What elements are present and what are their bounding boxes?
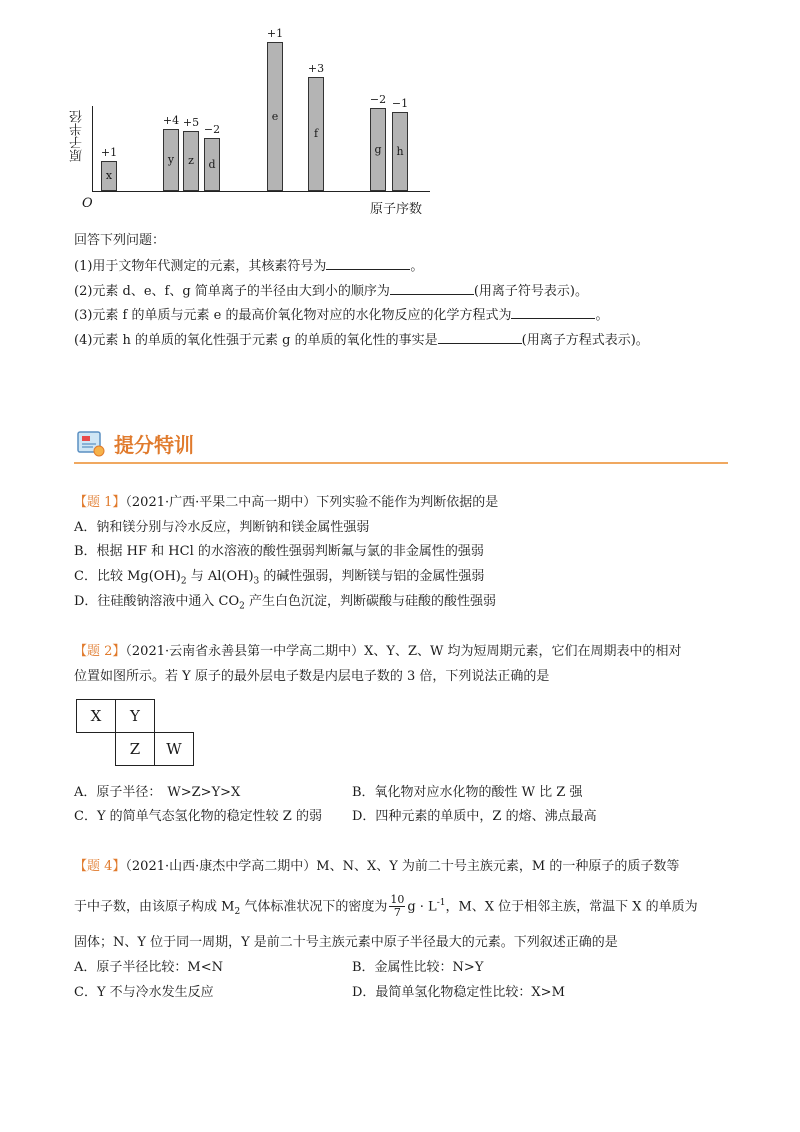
charge-label-z: +5 <box>182 116 200 129</box>
question-4-text: (4)元素 h 的单质的氧化性强于元素 g 的单质的氧化性的事实是 <box>74 333 438 348</box>
problem-4-sub: 2 <box>234 906 241 917</box>
problem-2-option-d[interactable]: D．四种元素的单质中，Z 的熔、沸点最高 <box>352 809 597 824</box>
problem-2-option-a[interactable] <box>74 784 240 802</box>
problem-4-option-c[interactable]: C．Y 不与冷水发生反应 <box>74 985 214 1000</box>
section-divider <box>74 462 728 464</box>
option-c-sub-1: 2 <box>180 576 187 587</box>
problem-4-text-2c: ，M、X 位于相邻主族，常温下 X 的单质为 <box>445 899 698 915</box>
problem-2-tag: 【题 2】 <box>74 644 126 659</box>
charge-label-x: +1 <box>100 146 118 159</box>
problem-4-stem-2 <box>74 894 698 921</box>
y-axis <box>92 106 93 192</box>
option-c-sub-2: 3 <box>253 576 260 587</box>
option-d-text-1: D．往硅酸钠溶液中通入 CO <box>74 594 240 609</box>
answer-blank-1[interactable] <box>326 257 410 270</box>
question-1-end: 。 <box>410 259 424 274</box>
question-3-end: 。 <box>595 308 609 323</box>
problem-4-text-2b: 气体标准状况下的密度为 <box>240 899 388 915</box>
notebook-icon <box>76 429 106 457</box>
problem-1-option-d[interactable] <box>74 593 496 616</box>
option-d-sub: 2 <box>239 601 245 612</box>
bar-label-d: d <box>208 158 216 171</box>
grid-cell-y: Y <box>115 699 155 733</box>
option-a-text: A．原子半径： <box>74 785 162 800</box>
problem-4-stem-3: 固体；N、Y 位于同一周期，Y 是前二十号主族元素中原子半径最大的元素。下列叙述正确的是 <box>74 935 618 950</box>
bar-label-g: g <box>374 143 382 156</box>
fraction-denominator: 7 <box>393 906 401 920</box>
question-2-text: (2)元素 d、e、f、g 简单离子的半径由大到小的顺序为 <box>74 284 390 299</box>
answer-blank-2[interactable] <box>390 282 474 295</box>
option-c-text-1: C．比较 Mg(OH) <box>74 569 181 584</box>
question-3 <box>74 306 608 325</box>
bar-label-y: y <box>167 153 175 166</box>
density-unit: g · L <box>407 899 437 915</box>
bar-label-z: z <box>188 154 194 167</box>
problem-2-text-1: （2021·云南省永善县第一中学高二期中）X、Y、Z、W 均为短周期元素，它们在周期表中的相对 <box>125 644 682 659</box>
option-c-text-2: 与 Al(OH) <box>186 569 254 584</box>
problem-1-option-c[interactable] <box>74 568 484 591</box>
problem-1-text: （2021·广西·平果二中高一期中）下列实验不能作为判断依据的是 <box>125 495 499 510</box>
problem-1-stem <box>74 494 498 512</box>
problem-1-tag: 【题 1】 <box>74 495 126 510</box>
x-axis-label: 原子序数 <box>370 202 423 217</box>
problem-4-stem-1 <box>74 858 679 876</box>
grid-cell-x: X <box>76 699 116 733</box>
charge-label-f: +3 <box>307 62 325 75</box>
problem-1-option-b[interactable]: B．根据 HF 和 HCl 的水溶液的酸性强弱判断氟与氯的非金属性的强弱 <box>74 544 484 559</box>
problem-2-stem-1 <box>74 643 682 661</box>
y-axis-label: 原子半径 <box>70 110 85 162</box>
answer-blank-3[interactable] <box>511 306 595 319</box>
charge-label-d: −2 <box>203 123 221 136</box>
density-unit-exp: -1 <box>436 898 446 908</box>
problem-2-option-c[interactable]: C．Y 的简单气态氢化物的稳定性较 Z 的弱 <box>74 809 322 824</box>
question-4 <box>74 331 649 350</box>
option-c-text-3: 的碱性强弱，判断镁与铝的金属性强弱 <box>259 569 485 584</box>
question-4-end: (用离子方程式表示)。 <box>521 333 649 348</box>
grid-cell-z: Z <box>115 732 155 766</box>
problem-4-text-2a: 于中子数，由该原子构成 M <box>74 899 235 915</box>
grid-cell-w: W <box>154 732 194 766</box>
questions-intro: 回答下列问题： <box>74 233 166 248</box>
origin-label: O <box>82 196 93 211</box>
section-title: 提分特训 <box>114 433 194 457</box>
problem-4-tag: 【题 4】 <box>74 859 126 874</box>
question-2-end: (用离子符号表示)。 <box>473 284 588 299</box>
question-1 <box>74 257 423 276</box>
x-axis <box>92 191 430 192</box>
problem-4-text-1: （2021·山西·康杰中学高二期中）M、N、X、Y 为前二十号主族元素，M 的一种原子的质子数等 <box>125 859 680 874</box>
bar-label-x: x <box>105 169 113 182</box>
problem-4-option-b[interactable]: B．金属性比较：N>Y <box>352 960 484 975</box>
problem-4-option-d[interactable]: D．最简单氢化物稳定性比较：X>M <box>352 985 565 1000</box>
bar-label-e: e <box>271 110 279 123</box>
problem-4-option-a[interactable]: A．原子半径比较：M<N <box>74 960 223 975</box>
bar-label-h: h <box>396 145 404 158</box>
option-d-text-2: 产生白色沉淀，判断碳酸与硅酸的酸性强弱 <box>244 594 497 609</box>
question-2 <box>74 282 588 301</box>
fraction-numerator: 10 <box>390 893 405 907</box>
problem-1-option-a[interactable]: A．钠和镁分别与冷水反应，判断钠和镁金属性强弱 <box>74 520 370 535</box>
problem-2-option-b[interactable]: B．氧化物对应水化物的酸性 W 比 Z 强 <box>352 785 583 800</box>
option-a-value: W>Z>Y>X <box>167 785 241 800</box>
charge-label-e: +1 <box>266 27 284 40</box>
question-1-text: (1)用于文物年代测定的元素，其核素符号为 <box>74 259 327 274</box>
density-fraction <box>389 894 405 919</box>
problem-2-stem-2: 位置如图所示。若 Y 原子的最外层电子数是内层电子数的 3 倍，下列说法正确的是 <box>74 669 550 684</box>
charge-label-g: −2 <box>369 93 387 106</box>
answer-blank-4[interactable] <box>438 331 522 344</box>
question-3-text: (3)元素 f 的单质与元素 e 的最高价氧化物对应的水化物反应的化学方程式为 <box>74 308 512 323</box>
charge-label-h: −1 <box>391 97 409 110</box>
bar-label-f: f <box>313 127 319 140</box>
charge-label-y: +4 <box>162 114 180 127</box>
section-header <box>74 425 728 465</box>
